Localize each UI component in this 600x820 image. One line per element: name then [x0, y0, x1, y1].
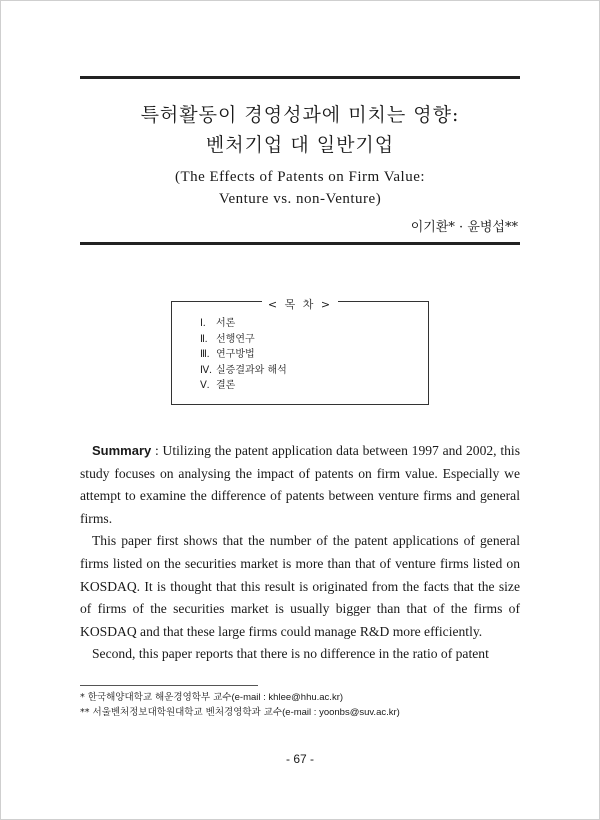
- toc-item-number: Ⅲ.: [200, 349, 210, 360]
- title-block: [80, 100, 520, 210]
- footnote-affiliation: 한국해양대학교 해운경영학부 교수: [87, 692, 232, 703]
- summary-paragraph: [80, 440, 520, 530]
- footnote-1: [80, 690, 520, 705]
- table-of-contents: [171, 298, 429, 405]
- toc-item: [200, 332, 287, 348]
- toc-item: [200, 347, 287, 363]
- footnote-contact: (e-mail : yoonbs@suv.ac.kr): [282, 707, 400, 718]
- toc-list: [200, 316, 287, 394]
- english-title-line-1: (The Effects of Patents on Firm Value:: [174, 169, 426, 185]
- toc-item: [200, 363, 287, 379]
- toc-item-number: Ⅳ.: [200, 364, 212, 376]
- footnote-2: [80, 705, 520, 720]
- toc-item-label: 연구방법: [216, 349, 255, 360]
- toc-item-number: Ⅰ.: [200, 318, 206, 329]
- footnote-contact: (e-mail : khlee@hhu.ac.kr): [231, 692, 344, 703]
- footnote-affiliation: 서울벤처정보대학원대학교 벤처경영학과 교수: [92, 707, 283, 718]
- english-title: [80, 166, 520, 210]
- body-paragraph-2: This paper first shows that the number of the patent applications of general firms listed on the securities market is more than that of venture firms listed on KOSDAQ. It is thought that this result is originated from the facts that the size of firms of the securities market is usually bigger than that of the firms of KOSDAQ and that these large firms could manage R&D more efficiently.: [80, 533, 520, 639]
- toc-heading: < 목 차 >: [262, 298, 338, 311]
- footnote-mark: *: [80, 692, 85, 703]
- summary-label: Summary: [92, 443, 152, 458]
- abstract-body: [80, 440, 520, 666]
- footnote-rule: [80, 685, 258, 686]
- toc-item-label: 결론: [216, 380, 236, 391]
- toc-heading-wrap: [172, 293, 428, 312]
- page-number: - 67 -: [285, 752, 314, 766]
- toc-item: [200, 378, 287, 394]
- english-title-line-2: Venture vs. non-Venture): [218, 191, 382, 207]
- toc-item-label: 실증결과와 해석: [216, 364, 287, 376]
- body-paragraph-3: Second, this paper reports that there is no difference in the ratio of patent: [92, 646, 489, 662]
- authors: 이기환* · 윤병섭**: [410, 220, 518, 235]
- korean-title-line-2: 벤처기업 대 일반기업: [205, 134, 395, 156]
- toc-item-number: Ⅱ.: [200, 333, 208, 345]
- toc-item: [200, 316, 287, 332]
- korean-title-line-1: 특허활동이 경영성과에 미치는 영향:: [140, 104, 460, 126]
- title-bottom-rule: [80, 242, 520, 245]
- toc-item-number: Ⅴ.: [200, 380, 210, 391]
- summary-text: : Utilizing the patent application data between 1997 and 2002, this study focuses on analysing the impact of patents on firm value. Especially we attempt to examine the difference of patents between venture firms and general firms.: [80, 443, 520, 526]
- title-top-rule: [80, 76, 520, 79]
- footnote-mark: **: [80, 707, 90, 718]
- toc-item-label: 선행연구: [216, 333, 255, 345]
- toc-item-label: 서론: [216, 318, 236, 329]
- footnotes: [80, 690, 520, 720]
